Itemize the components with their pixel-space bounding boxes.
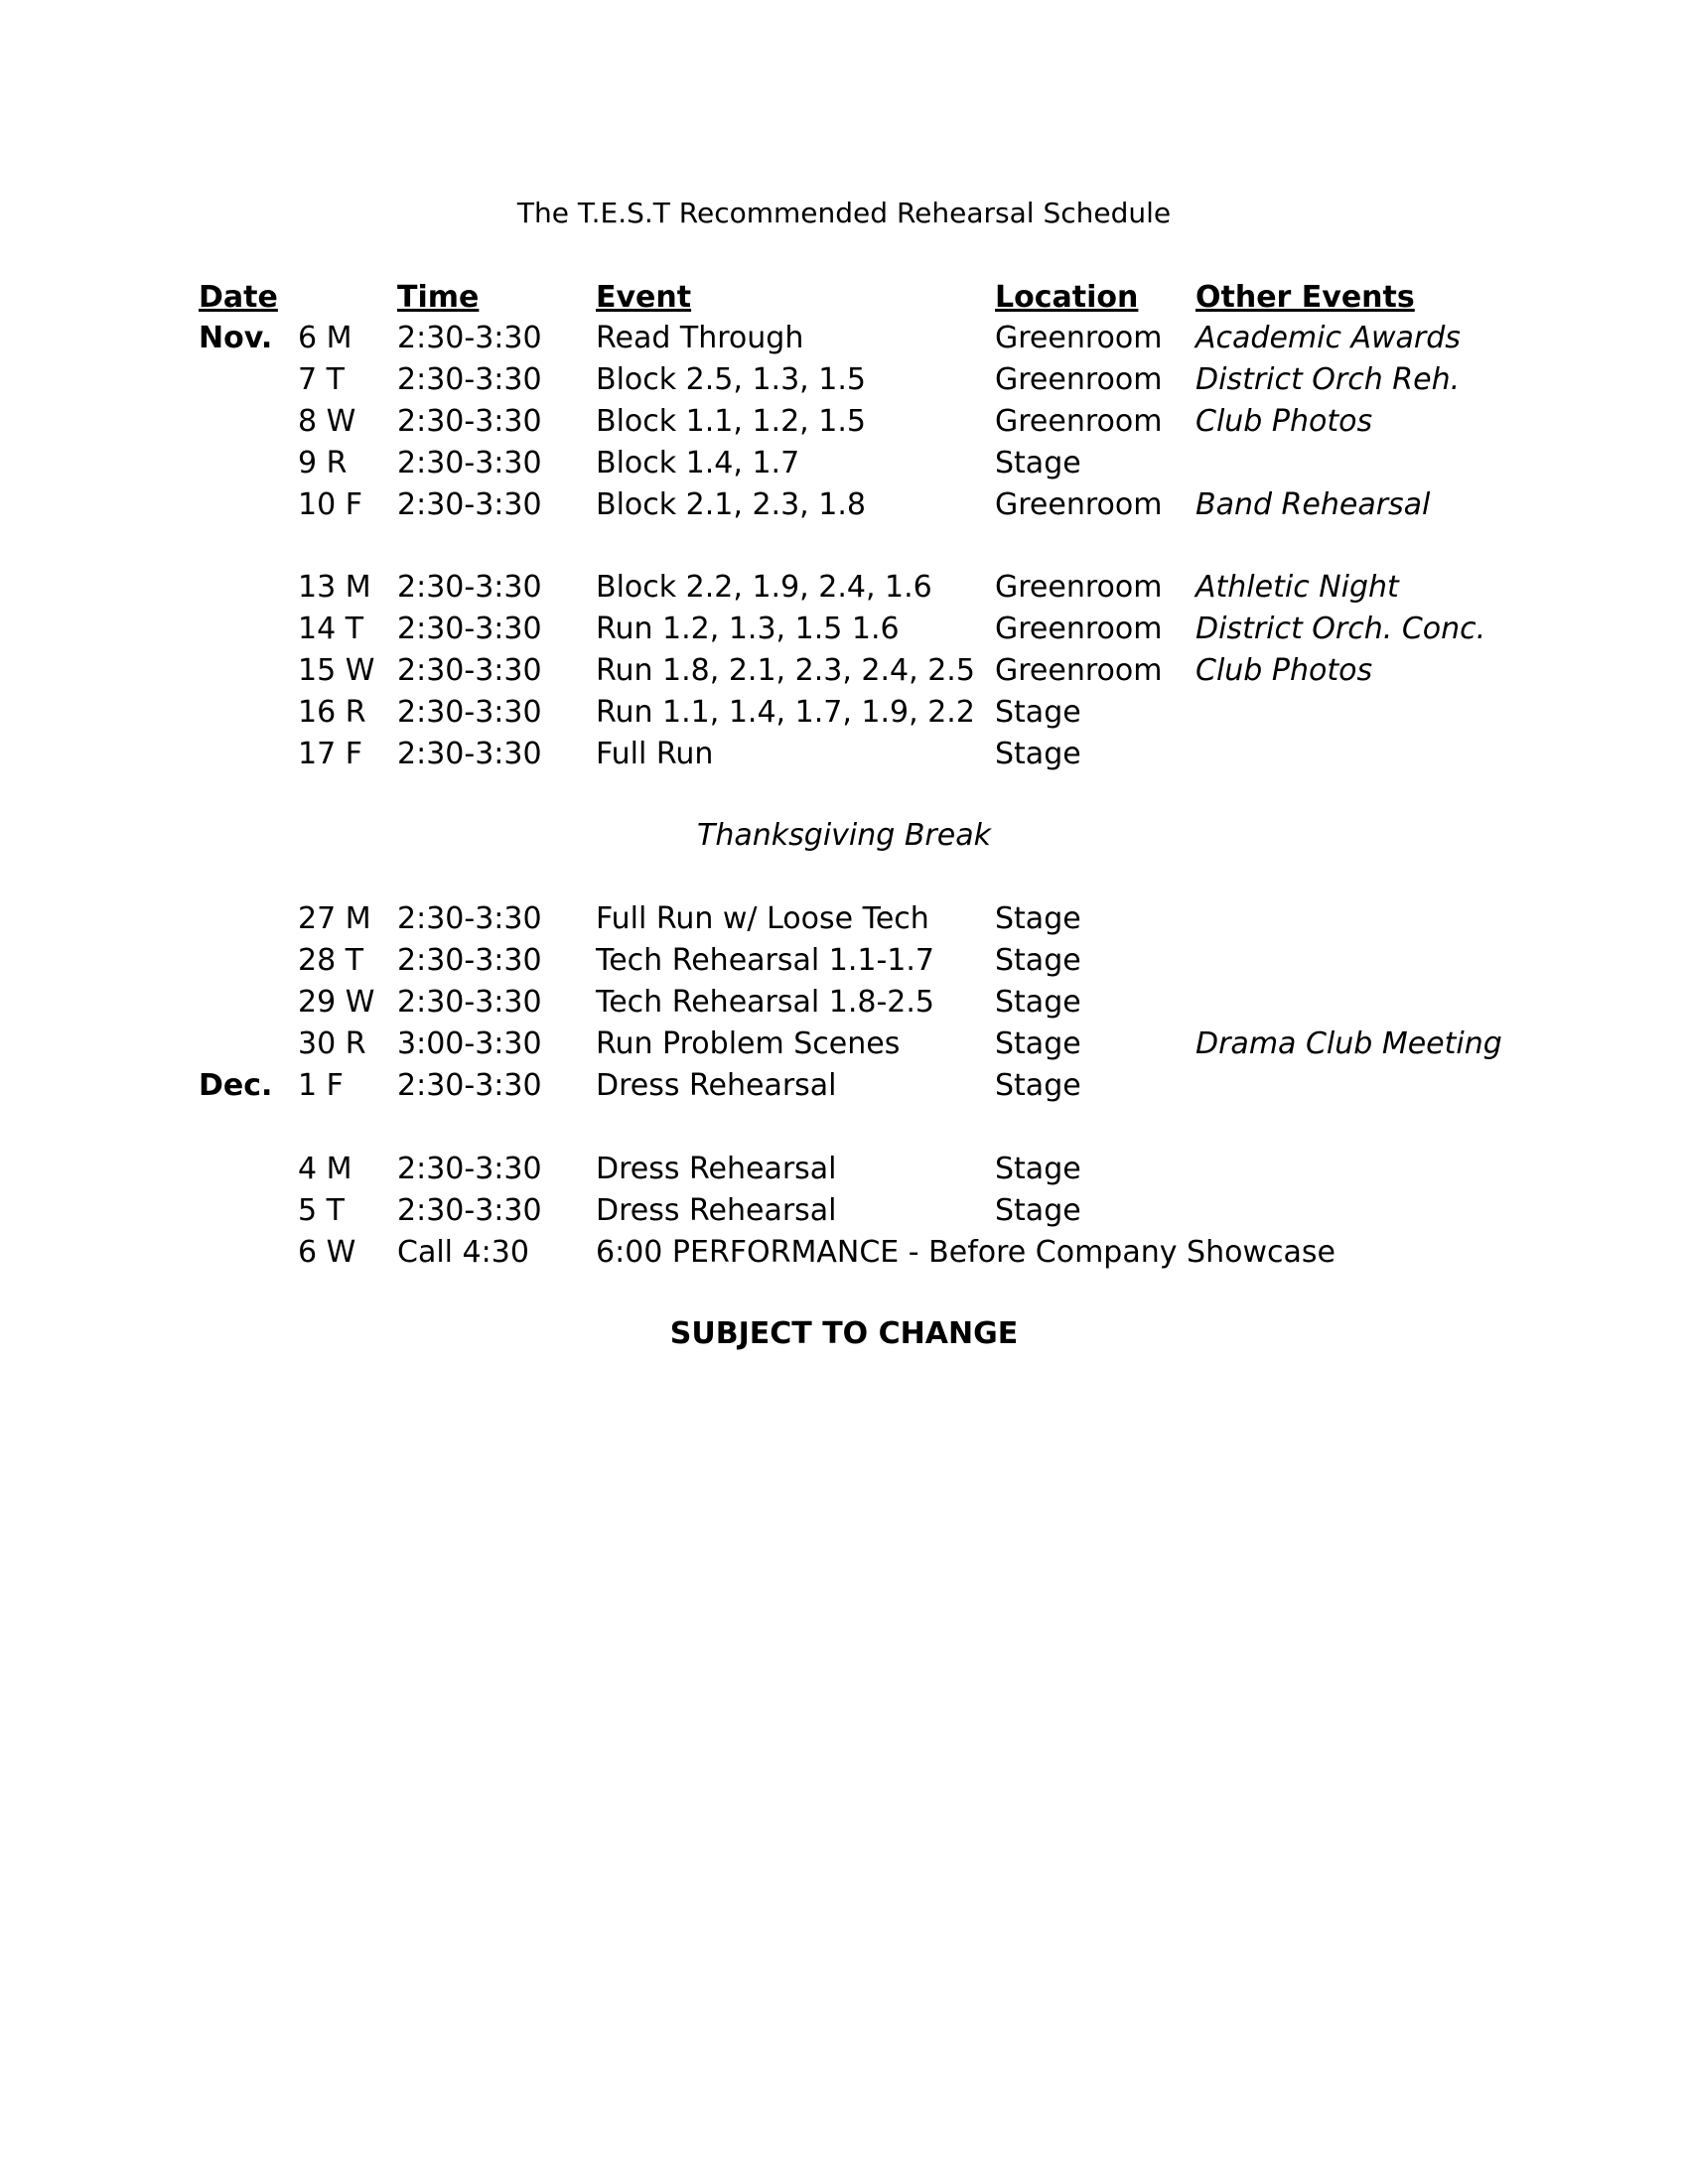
time-cell: 2:30-3:30 — [397, 653, 542, 688]
month-label: Nov. — [199, 321, 273, 355]
day-cell: 13 M — [298, 570, 371, 605]
other-event-cell: Club Photos — [1196, 404, 1373, 439]
header-event: Event — [596, 280, 692, 315]
event-cell: Dress Rehearsal — [596, 1152, 837, 1186]
column-headers — [0, 280, 1688, 320]
day-cell: 9 R — [298, 446, 348, 480]
schedule-row — [0, 1193, 1688, 1233]
other-event-cell: Club Photos — [1196, 653, 1373, 688]
day-cell: 8 W — [298, 404, 356, 439]
day-cell: 16 R — [298, 695, 366, 730]
day-cell: 30 R — [298, 1026, 366, 1061]
schedule-row — [0, 612, 1688, 651]
day-cell: 6 W — [298, 1235, 356, 1270]
event-cell: Block 2.5, 1.3, 1.5 — [596, 362, 866, 397]
event-cell: Block 1.1, 1.2, 1.5 — [596, 404, 866, 439]
location-cell: Greenroom — [995, 362, 1163, 397]
event-cell: 6:00 PERFORMANCE - Before Company Showcase — [596, 1235, 1336, 1270]
day-cell: 4 M — [298, 1152, 352, 1186]
location-cell: Stage — [995, 1193, 1081, 1228]
time-cell: 2:30-3:30 — [397, 695, 542, 730]
day-cell: 14 T — [298, 612, 364, 646]
location-cell: Stage — [995, 985, 1081, 1020]
location-cell: Stage — [995, 1152, 1081, 1186]
time-cell: 2:30-3:30 — [397, 570, 542, 605]
month-label: Dec. — [199, 1068, 273, 1103]
day-cell: 29 W — [298, 985, 375, 1020]
schedule-row — [0, 487, 1688, 527]
thanksgiving-break-label: Thanksgiving Break — [697, 818, 991, 853]
day-cell: 27 M — [298, 901, 371, 936]
location-cell: Stage — [995, 1068, 1081, 1103]
schedule-row — [0, 1235, 1688, 1275]
location-cell: Greenroom — [995, 404, 1163, 439]
event-cell: Block 2.1, 2.3, 1.8 — [596, 487, 866, 522]
header-location: Location — [995, 280, 1139, 315]
time-cell: 2:30-3:30 — [397, 404, 542, 439]
other-event-cell: District Orch Reh. — [1196, 362, 1461, 397]
time-cell: 2:30-3:30 — [397, 901, 542, 936]
schedule-row — [0, 1152, 1688, 1191]
event-cell: Dress Rehearsal — [596, 1193, 837, 1228]
other-event-cell: Drama Club Meeting — [1196, 1026, 1502, 1061]
schedule-row — [0, 943, 1688, 983]
event-cell: Dress Rehearsal — [596, 1068, 837, 1103]
schedule-row — [0, 1068, 1688, 1108]
event-cell: Full Run — [596, 737, 714, 771]
day-cell: 17 F — [298, 737, 362, 771]
day-cell: 15 W — [298, 653, 375, 688]
header-time: Time — [397, 280, 480, 315]
location-cell: Greenroom — [995, 570, 1163, 605]
header-date: Date — [199, 280, 278, 315]
subject-to-change-note: SUBJECT TO CHANGE — [669, 1316, 1019, 1351]
location-cell: Greenroom — [995, 612, 1163, 646]
location-cell: Stage — [995, 446, 1081, 480]
time-cell: 2:30-3:30 — [397, 943, 542, 978]
header-other-events: Other Events — [1196, 280, 1415, 315]
time-cell: 2:30-3:30 — [397, 1152, 542, 1186]
schedule-row — [0, 404, 1688, 444]
time-cell: 2:30-3:30 — [397, 985, 542, 1020]
location-cell: Stage — [995, 943, 1081, 978]
other-event-cell: Band Rehearsal — [1196, 487, 1431, 522]
time-cell: Call 4:30 — [397, 1235, 529, 1270]
location-cell: Greenroom — [995, 653, 1163, 688]
schedule-row — [0, 321, 1688, 360]
location-cell: Greenroom — [995, 487, 1163, 522]
event-cell: Tech Rehearsal 1.8-2.5 — [596, 985, 935, 1020]
time-cell: 2:30-3:30 — [397, 487, 542, 522]
time-cell: 2:30-3:30 — [397, 362, 542, 397]
time-cell: 2:30-3:30 — [397, 321, 542, 355]
schedule-row — [0, 446, 1688, 485]
day-cell: 5 T — [298, 1193, 345, 1228]
day-cell: 1 F — [298, 1068, 344, 1103]
time-cell: 2:30-3:30 — [397, 1068, 542, 1103]
other-event-cell: Academic Awards — [1196, 321, 1461, 355]
time-cell: 2:30-3:30 — [397, 737, 542, 771]
schedule-row — [0, 570, 1688, 610]
schedule-row — [0, 362, 1688, 402]
event-cell: Tech Rehearsal 1.1-1.7 — [596, 943, 935, 978]
time-cell: 2:30-3:30 — [397, 446, 542, 480]
event-cell: Run 1.2, 1.3, 1.5 1.6 — [596, 612, 900, 646]
schedule-row — [0, 985, 1688, 1024]
event-cell: Block 2.2, 1.9, 2.4, 1.6 — [596, 570, 932, 605]
event-cell: Full Run w/ Loose Tech — [596, 901, 929, 936]
time-cell: 2:30-3:30 — [397, 612, 542, 646]
schedule-row — [0, 901, 1688, 941]
other-event-cell: District Orch. Conc. — [1196, 612, 1486, 646]
event-cell: Run 1.8, 2.1, 2.3, 2.4, 2.5 — [596, 653, 975, 688]
event-cell: Run 1.1, 1.4, 1.7, 1.9, 2.2 — [596, 695, 975, 730]
schedule-row — [0, 695, 1688, 735]
schedule-row — [0, 737, 1688, 776]
location-cell: Greenroom — [995, 321, 1163, 355]
event-cell: Read Through — [596, 321, 804, 355]
day-cell: 28 T — [298, 943, 364, 978]
event-cell: Run Problem Scenes — [596, 1026, 901, 1061]
day-cell: 10 F — [298, 487, 362, 522]
document-title: The T.E.S.T Recommended Rehearsal Schedule — [516, 197, 1172, 229]
time-cell: 3:00-3:30 — [397, 1026, 542, 1061]
location-cell: Stage — [995, 695, 1081, 730]
location-cell: Stage — [995, 901, 1081, 936]
other-event-cell: Athletic Night — [1196, 570, 1399, 605]
schedule-row — [0, 653, 1688, 693]
location-cell: Stage — [995, 1026, 1081, 1061]
schedule-row — [0, 1026, 1688, 1066]
day-cell: 6 M — [298, 321, 352, 355]
time-cell: 2:30-3:30 — [397, 1193, 542, 1228]
day-cell: 7 T — [298, 362, 345, 397]
location-cell: Stage — [995, 737, 1081, 771]
event-cell: Block 1.4, 1.7 — [596, 446, 800, 480]
